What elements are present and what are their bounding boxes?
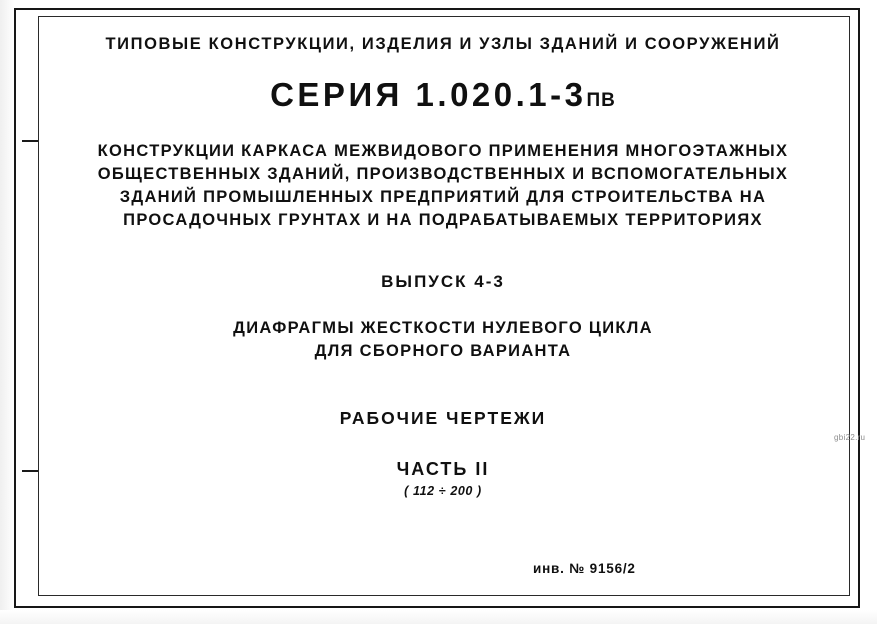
series-suffix: ПВ — [586, 90, 616, 111]
issue-label: ВЫПУСК 4-3 — [381, 272, 505, 291]
scan-edge-bottom — [0, 610, 877, 624]
series-title — [40, 76, 846, 114]
drawings-label: РАБОЧИЕ ЧЕРТЕЖИ — [339, 408, 547, 428]
subject-line: ДЛЯ СБОРНОГО ВАРИАНТА — [314, 342, 572, 360]
watermark-label: gbi22.ru — [834, 433, 866, 442]
title-block — [40, 18, 846, 594]
part-label: ЧАСТЬ II — [396, 459, 490, 479]
part-range: ( 112 ÷ 200 ) — [404, 484, 482, 498]
margin-tick-lower — [22, 470, 38, 472]
inventory-number: инв. № 9156/2 — [533, 561, 636, 576]
description-line: КОНСТРУКЦИИ КАРКАСА МЕЖВИДОВОГО ПРИМЕНЕНИЯ МНОГОЭТАЖНЫХ — [97, 142, 789, 160]
margin-tick-upper — [22, 140, 38, 142]
description-line: ПРОСАДОЧНЫХ ГРУНТАХ И НА ПОДРАБАТЫВАЕМЫХ ТЕРРИТОРИЯХ — [123, 211, 763, 229]
subject-line: ДИАФРАГМЫ ЖЕСТКОСТИ НУЛЕВОГО ЦИКЛА — [233, 319, 653, 337]
description-line: ЗДАНИЙ ПРОМЫШЛЕННЫХ ПРЕДПРИЯТИЙ ДЛЯ СТРОИТЕЛЬСТВА НА — [119, 188, 767, 206]
series-label: СЕРИЯ 1.020.1-3 — [270, 76, 587, 113]
description-block — [40, 140, 846, 232]
description-line: ОБЩЕСТВЕННЫХ ЗДАНИЙ, ПРОИЗВОДСТВЕННЫХ И ВСПОМОГАТЕЛЬНЫХ — [97, 165, 789, 183]
document-header-line: ТИПОВЫЕ КОНСТРУКЦИИ, ИЗДЕЛИЯ И УЗЛЫ ЗДАНИЙ И СООРУЖЕНИЙ — [105, 35, 781, 53]
subject-block — [40, 317, 846, 363]
scan-edge-left — [0, 0, 14, 624]
